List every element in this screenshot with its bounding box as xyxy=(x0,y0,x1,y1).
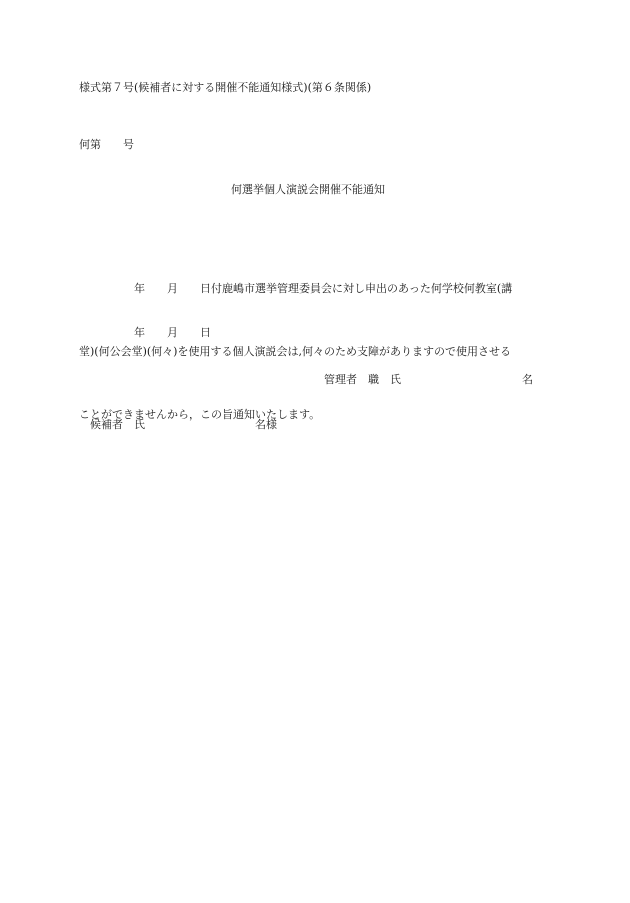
form-title: 様式第７号(候補者に対する開催不能通知様式)(第６条関係) xyxy=(79,81,372,94)
reference-number: 何第 号 xyxy=(79,138,134,151)
recipient-line: 候補者 氏 名様 xyxy=(90,418,277,431)
notice-body-line-2: 堂)(何公会堂)(何々)を使用する個人演説会は,何々のため支障がありますので使用させる xyxy=(79,345,511,358)
issuer-signature-line: 管理者 職 氏 名 xyxy=(324,373,533,386)
notice-body xyxy=(79,236,559,446)
notice-body-line-3: ことができませんから，この旨通知いたします。 xyxy=(79,408,321,421)
notice-body-line-1: 年 月 日付鹿嶋市選挙管理委員会に対し申出のあった何学校何教室(講 xyxy=(79,282,513,295)
issue-date: 年 月 日 xyxy=(79,326,211,339)
notice-title: 何選挙個人演説会開催不能通知 xyxy=(231,183,385,196)
